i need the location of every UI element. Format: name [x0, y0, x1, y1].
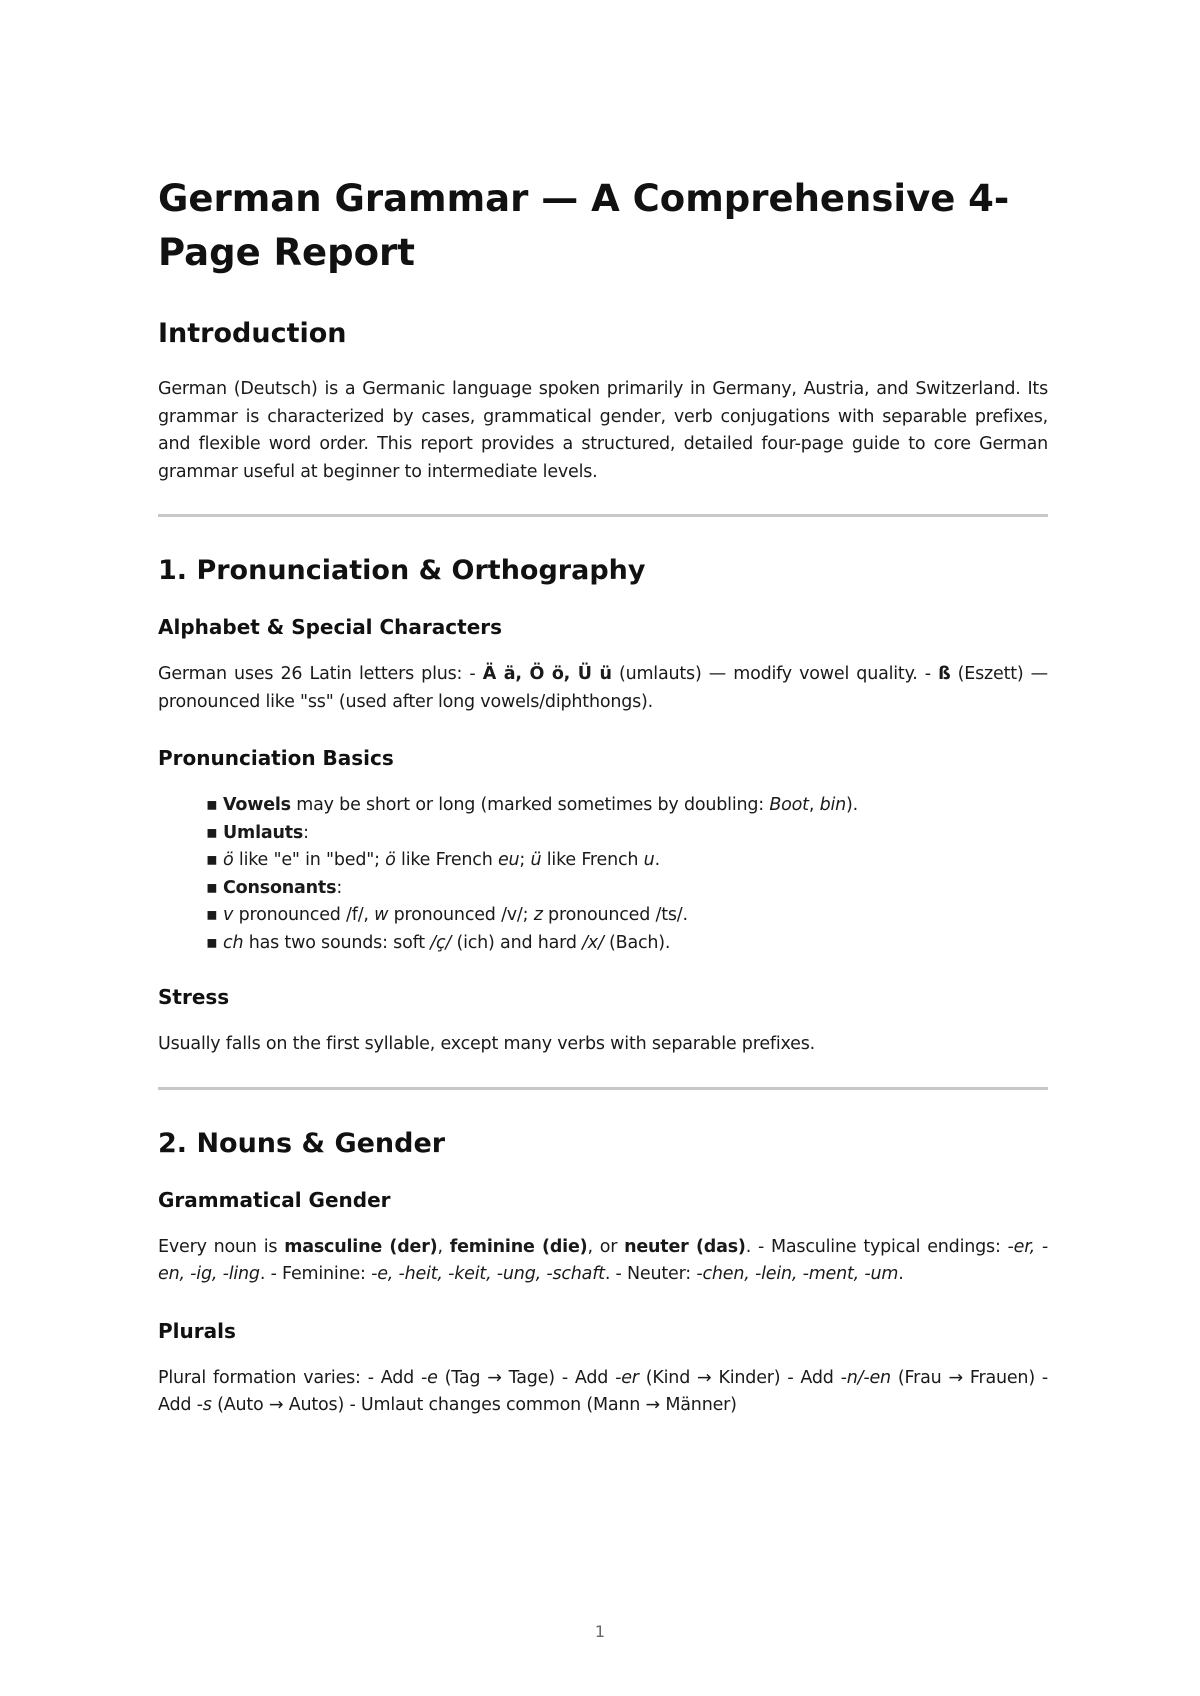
text-italic: Boot: [769, 795, 809, 815]
text-italic: -er, -en, -ig, -ling: [158, 1236, 1048, 1284]
text-run: :: [303, 822, 309, 843]
text-italic: -e, -heit, -keit, -ung, -schaft: [371, 1264, 605, 1284]
bullet-marker: ▪: [206, 795, 224, 815]
list-item: [206, 875, 1048, 903]
bullet-marker: ▪: [206, 850, 224, 870]
text-run: has two sounds: soft: [243, 932, 431, 953]
section-divider: [158, 1087, 1048, 1090]
text-italic: /x/: [582, 932, 604, 953]
text-italic: ch: [223, 932, 244, 953]
text-run: .: [898, 1264, 904, 1284]
text-italic: -chen, -lein, -ment, -um: [696, 1264, 899, 1284]
heading-introduction: Introduction: [158, 318, 347, 349]
heading-plurals: Plurals: [158, 1318, 236, 1343]
text-italic: v: [223, 905, 234, 925]
text-italic: eu: [497, 850, 520, 870]
text-run: . - Neuter:: [604, 1264, 697, 1284]
text-run: (Kind → Kinder) - Add: [638, 1367, 841, 1388]
text-run: (Tag → Tage) - Add: [437, 1367, 616, 1388]
list-item: [206, 792, 1048, 820]
text-italic: ö: [223, 850, 234, 870]
text-bold: Consonants: [223, 877, 337, 898]
list-item: [206, 847, 1048, 875]
document-content: [158, 172, 1048, 1448]
heading-stress: Stress: [158, 985, 230, 1009]
plurals-paragraph: [158, 1365, 1048, 1420]
document-title: German Grammar — A Comprehensive 4-Page Report: [158, 177, 1010, 274]
text-bold: Umlauts: [223, 822, 304, 843]
gender-paragraph: [158, 1234, 1048, 1289]
stress-paragraph: Usually falls on the first syllable, except many verbs with separable prefixes.: [158, 1034, 815, 1054]
text-run: like "e" in "bed";: [233, 850, 386, 870]
text-bold: neuter (das): [624, 1236, 746, 1257]
text-run: . - Feminine:: [259, 1264, 372, 1284]
text-run: pronounced /v/;: [388, 905, 534, 925]
heading-pronunciation-orthography: 1. Pronunciation & Orthography: [158, 555, 646, 586]
bullet-marker: ▪: [206, 877, 224, 898]
text-italic: ü: [530, 850, 542, 870]
intro-paragraph: German (Deutsch) is a Germanic language spoken primarily in Germany, Austria, and Switzerland. Its grammar is characterized by cases, grammatical gender, verb conjugations with separable prefixes, and flexible word order. This report provides a structured, detailed four-page guide to core German grammar useful at beginner to intermediate levels.: [158, 379, 1048, 482]
text-run: (umlauts) — modify vowel quality. -: [611, 664, 939, 684]
text-italic: ö: [385, 850, 396, 870]
heading-pronunciation-basics: Pronunciation Basics: [158, 746, 394, 770]
text-run: German uses 26 Latin letters plus: -: [158, 664, 483, 684]
umlauts-bold: Ä ä, Ö ö, Ü ü: [482, 664, 612, 684]
text-bold: feminine (die): [449, 1236, 588, 1257]
text-italic: u: [643, 850, 655, 870]
text-run: ,: [437, 1236, 450, 1257]
eszett-bold: ß: [938, 664, 951, 684]
text-run: ).: [846, 795, 859, 815]
text-run: pronounced /f/,: [233, 905, 375, 925]
heading-alphabet: Alphabet & Special Characters: [158, 615, 503, 639]
text-run: ;: [519, 850, 531, 870]
text-bold: masculine (der): [284, 1236, 438, 1257]
text-bold: Vowels: [223, 795, 291, 815]
heading-grammatical-gender: Grammatical Gender: [158, 1187, 391, 1212]
text-run: may be short or long (marked sometimes by doubling:: [290, 795, 770, 815]
pronunciation-list: [206, 792, 1048, 957]
text-italic: -n/-en: [840, 1367, 891, 1388]
text-italic: /ç/: [430, 932, 452, 953]
text-run: ,: [808, 795, 820, 815]
text-run: like French: [541, 850, 644, 870]
text-run: .: [654, 850, 660, 870]
alphabet-paragraph: [158, 661, 1048, 716]
page-number: 1: [594, 1622, 606, 1641]
text-run: (Auto → Autos) - Umlaut changes common (Mann → Männer): [211, 1395, 737, 1415]
text-run: pronounced /ts/.: [542, 905, 688, 925]
text-run: (Bach).: [603, 932, 671, 953]
bullet-marker: ▪: [206, 822, 224, 843]
text-italic: -e: [421, 1367, 438, 1388]
bullet-marker: ▪: [206, 932, 224, 953]
text-run: like French: [395, 850, 498, 870]
text-italic: bin: [819, 795, 847, 815]
text-run: (Eszett) — pronounced like "ss" (used after long vowels/diphthongs).: [158, 664, 1048, 712]
heading-nouns-gender: 2. Nouns & Gender: [158, 1127, 446, 1159]
text-italic: w: [374, 905, 389, 925]
text-run: Every noun is: [158, 1236, 285, 1257]
text-run: , or: [587, 1236, 625, 1257]
text-run: (ich) and hard: [451, 932, 583, 953]
text-italic: z: [533, 905, 543, 925]
text-run: :: [336, 877, 343, 898]
list-item: [206, 930, 1048, 958]
text-run: . - Masculine typical endings:: [745, 1236, 1008, 1257]
text-italic: -er: [615, 1367, 639, 1388]
list-item: [206, 820, 1048, 848]
text-run: (Frau → Frauen) - Add: [158, 1367, 1049, 1415]
list-item: [206, 902, 1048, 930]
section-divider: [158, 514, 1048, 517]
bullet-marker: ▪: [206, 905, 224, 925]
text-run: Plural formation varies: - Add: [158, 1367, 421, 1388]
text-italic: -s: [196, 1395, 212, 1415]
